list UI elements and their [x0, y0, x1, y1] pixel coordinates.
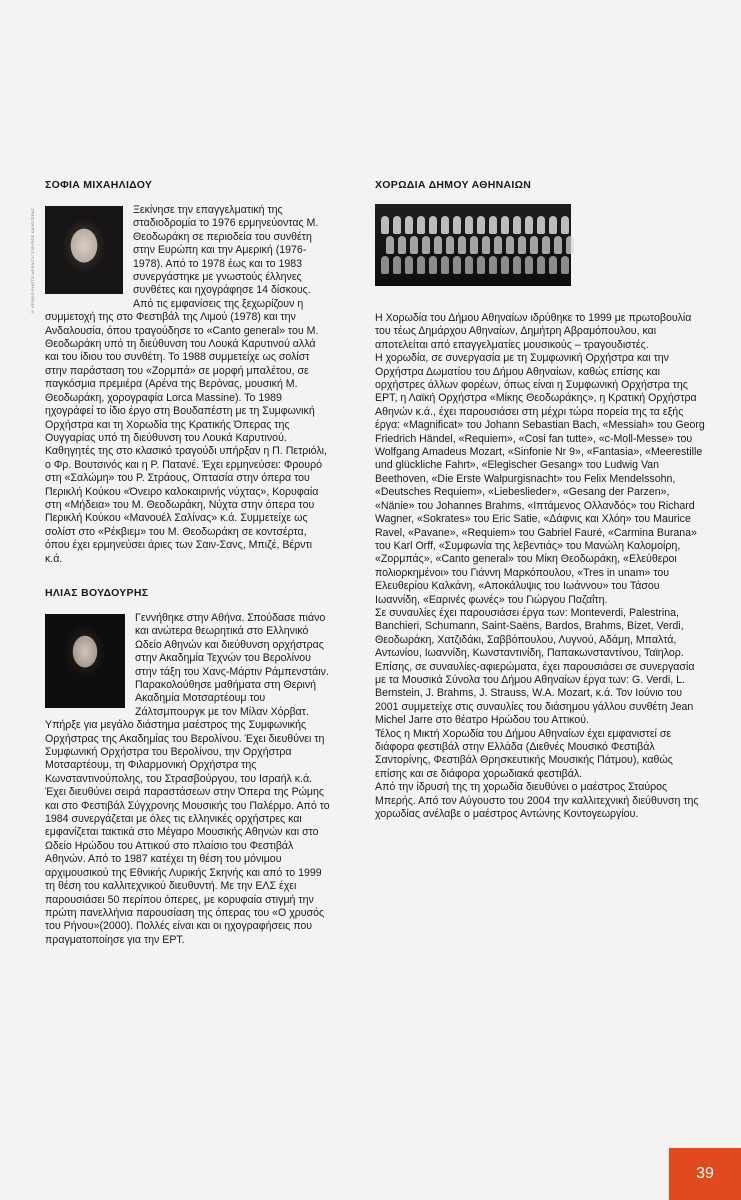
- choir-singer-figure: [434, 236, 442, 254]
- choir-singer-figure: [542, 236, 550, 254]
- choir-paragraph: Η Χορωδία του Δήμου Αθηναίων ιδρύθηκε το 1999 με πρωτοβουλία του τέως Δημάρχου Αθηναίων, Δημήτρη Αβραμόπουλου, και αποτελείται από επαγγελματίες μουσικούς – τραγουδιστές.: [375, 312, 692, 351]
- left-column: [45, 178, 330, 947]
- choir-singer-figure: [549, 256, 557, 274]
- choir-singer-figure: [525, 216, 533, 234]
- ilias-bio: Γεννήθηκε στην Αθήνα. Σπούδασε πιάνο και ανώτερα θεωρητικά στο Ελληνικό Ωδείο Αθηνών και διεύθυνση ορχήστρας στην Ακαδημία Τεχνών του Βερολίνου στην τάξη του Χανς-Μάρτιν Ράμπενστάιν. Παρακολούθησε μαθήματα στη Θερινή Ακαδημία Μοτσαρτέουμ του Ζάλτσμπουργκ με τον Μίλαν Χόρβατ. Υπήρξε για μεγάλο διάστημα μαέστρος της Συμφωνικής Ορχήστρας της Ακαδημίας του Βερολίνου. Έχει διευθύνει τη Συμφωνική Ορχήστρα του Βερολίνου, την Ορχήστρα Μοτσαρτέουμ, τη Φιλαρμονική Ορχήστρα της Κωνσταντινούπολης, του Στρασβούργου, του Ισραήλ κ.ά. Έχει διευθύνει σειρά παραστάσεων στην Όπερα της Ρώμης και στο Φεστιβάλ Σύγχρονης Μουσικής του Παλέρμο. Από το 1984 συνεργάζεται με όλες τις ελληνικές ορχήστρες και εμφανίζεται τακτικά στο Μέγαρο Μουσικής Αθηνών και στο Ωδείο Ηρώδου του Αττικού στο πλαίσιο του Φεστιβάλ Αθηνών. Από το 1987 κατέχει τη θέση του μόνιμου αρχιμουσικού της Εθνικής Λυρικής Σκηνής και από το 1999 τη θέση του καλλιτεχνικού διευθυντή. Με την ΕΛΣ έχει παρουσιάσει 50 περίπου όπερες, με κορυφαία στιγμή την πρώτη πανελλήνια παρουσίαση της όπερας του «Ο χρυσός του Ρήνου»(2000). Πολλές είναι και οι ηχογραφήσεις που πραγματοποίησε για την ΕΡΤ.: [45, 611, 330, 946]
- choir-singer-figure: [501, 256, 509, 274]
- choir-text: [375, 312, 705, 821]
- choir-singer-figure: [477, 256, 485, 274]
- sofia-portrait-photo: [45, 206, 123, 294]
- choir-singer-figure: [429, 216, 437, 234]
- ilias-title: ΗΛΙΑΣ ΒΟΥΔΟΥΡΗΣ: [45, 586, 149, 599]
- choir-singer-figure: [494, 236, 502, 254]
- choir-singer-figure: [566, 236, 574, 254]
- choir-singer-figure: [441, 256, 449, 274]
- choir-singer-figure: [417, 256, 425, 274]
- choir-paragraph: Η χορωδία, σε συνεργασία με τη Συμφωνική Ορχήστρα και την Ορχήστρα Δωματίου του Δήμου Αθηναίων, καθώς επίσης και ορχήστρες άλλων φορέων, όπως είναι η Συμφωνική Ορχήστρα της ΕΡΤ, η Λαϊκή Ορχήστρα «Μίκης Θεοδωράκης», η Κρατική Ορχήστρα Αθηνών κ.ά., έχει παρουσιάσει στη μέχρι τώρα πορεία της τα εξής έργα: «Magnificat» του Johann Sebastian Bach, «Messiah» του Georg Friedrich Händel, «Requiem», «Cosi fan tutte», «c-Moll-Messe» του Wolfgang Amadeus Mozart, «Sinfonie Nr 9», «Fantasia», «Meerestille und glückliche Fahrt», «Elegischer Gesang» του Ludwig Van Beethoven, «Die Erste Walpurgisnacht» του Felix Mendelssohn, «Deutsches Requiem», «Liebeslieder», «Gesang der Parzen», «Nänie» του Johannes Brahms, «Ιπτάμενος Ολλανδός» του Richard Wagner, «Sokrates» του Eric Satie, «Δάφνις και Χλόη» του Maurice Ravel, «Pavane», «Requiem» του Gabriel Fauré, «Carmina Burana» του Karl Orff, «Συμφωνία της λεβεντιάς» του Μανώλη Καλομοίρη, «Ζορμπάς», «Canto general» του Μίκη Θεοδωράκη, «Ελεύθεροι πολιορκημένοι» του Γιάννη Μαρκόπουλου, «Tres in unam» του Ελευθερίου Καλκάνη, «Αποκάλυψις του Ιωάννου» του Τάσου Ιωαννίδη, «Εαρινές φωνές» του Γιώργου Παζαΐτη.: [375, 352, 705, 606]
- choir-singer-figure: [470, 236, 478, 254]
- choir-singer-figure: [393, 216, 401, 234]
- right-column: [375, 178, 705, 821]
- choir-singer-figure: [393, 256, 401, 274]
- choir-singer-figure: [422, 236, 430, 254]
- choir-paragraph: Σε συναυλίες έχει παρουσιάσει έργα των: Monteverdi, Palestrina, Banchieri, Schumann, Saint-Saëns, Bardos, Brahms, Bizet, Verdi, Θεοδωράκη, Χατζιδάκι, Σαββόπουλου, Λυγνού, Αδάμη, Μπαλτά, Αντωνίου, Ιωαννίδη, Κωνσταντινίδη, Παπακωνσταντίνου, Ταϊηλορ. Επίσης, σε συναυλίες-αφιερώματα, έχει παρουσιάσει σε συνεργασία με τα Μουσικά Σύνολα του Δήμου Αθηναίων έργα των: G. Verdi, L. Bernstein, J. Brahms, J. Strauss, W.A. Mozart, κ.ά. Τον Ιούνιο του 2001 συμμετείχε στις συναυλίες του διάσημου γάλλου συνθέτη Jean Michel Jarre στο θέατρο Ηρώδου του Αττικού.: [375, 606, 695, 727]
- choir-singer-figure: [513, 216, 521, 234]
- choir-singer-figure: [398, 236, 406, 254]
- choir-singer-figure: [482, 236, 490, 254]
- choir-singer-figure: [417, 216, 425, 234]
- choir-singer-figure: [477, 216, 485, 234]
- choir-singer-figure: [501, 216, 509, 234]
- sofia-section: [45, 178, 330, 566]
- sofia-bio: Ξεκίνησε την επαγγελματική της σταδιοδρομία το 1976 ερμηνεύοντας Μ. Θεοδωράκη σε περιοδεία του συνθέτη στην Ευρώπη και την Αμερική (1976-1978). Από το 1978 έως και το 1983 συνεργάστηκε με γνωστούς έλληνες συνθέτες και ηχογράφησε 14 δίσκους. Από τις εμφανίσεις της ξεχωρίζουν η συμμετοχή της στο Φεστιβάλ της Λιμού (1978) και την Ανδαλουσία, όπου τραγούδησε το «Canto general» του Μ. Θεοδωράκη υπό τη διεύθυνση του Λουκά Καρυτινού αλλά και του ίδιου του συνθέτη. Το 1988 συμμετείχε ως σολίστ στην παράσταση του «Ζορμπά» σε μορφή μπαλέτου, σε παγκόσμια πρεμιέρα (Αρένα της Βερόνας, μουσική Μ. Θεοδωράκη, χορογραφία Lorca Massine). Το 1989 ηχογράφεί το ίδιο έργο στη Βουδαπέστη με τη Συμφωνική Ορχήστρα και τη Χορωδία της Κρατικής Όπερας της Ουγγαρίας υπό τη διεύθυνση του Λουκά Καρυτινού. Καθηγητές της στο κλασικό τραγούδι υπήρξαν η Π. Πετριόλι, ο Φρ. Βουτσινός και η Ρ. Πατανέ. Έχει ερμηνεύσει: Φρουρό στη «Σαλώμη» του Ρ. Στράους, Οπτασία στην όπερα του Περικλή Κούκου «Όνειρο καλοκαιρινής νύχτας», Κορυφαία στη «Μήδεια» του Μ. Θεοδωράκη, Νύχτα στην όπερα του Περικλή Κούκου «Μανουέλ Σαλίνας» κ.ά. Συμμετείχε ως σολίστ στο «Ρέκβιεμ» του Μ. Θεοδωράκη σε κοντσέρτα, όπου έχει ερμηνεύσει άριες των Σαιν-Σανς, Μπιζέ, Βέρντι κ.ά.: [45, 204, 327, 565]
- choir-singer-figure: [549, 216, 557, 234]
- sofia-title: ΣΟΦΙΑ ΜΙΧΑΗΛΙΔΟΥ: [45, 179, 153, 191]
- choir-singer-figure: [561, 216, 569, 234]
- ilias-section: [45, 586, 330, 947]
- choir-singer-figure: [381, 216, 389, 234]
- choir-singer-figure: [561, 256, 569, 274]
- choir-title: ΧΟΡΩΔΙΑ ΔΗΜΟΥ ΑΘΗΝΑΙΩΝ: [375, 179, 532, 191]
- choir-singer-figure: [489, 216, 497, 234]
- choir-paragraph: Τέλος η Μικτή Χορωδία του Δήμου Αθηναίων έχει εμφανιστεί σε διάφορα φεστιβάλ στην Ελλάδα (Διεθνές Μουσικό Φεστιβάλ Σαντορίνης, Φεστιβάλ Θρησκευτικής Μουσικής Πάτμου), καθώς επίσης και σε διάφορα χορωδιακά φεστιβάλ.: [375, 727, 673, 780]
- sofia-bio-block: [45, 204, 330, 566]
- photo-credit: © ΑΡΧΕΙΟ PHOTO AGENCY/ ΣΤΑΥΡΟΣ ΚΑΛΟΓΕΡΑΣ: [30, 208, 35, 315]
- choir-singer-figure: [530, 236, 538, 254]
- ilias-bio-block: [45, 612, 330, 947]
- choir-singer-figure: [453, 216, 461, 234]
- choir-singer-figure: [489, 256, 497, 274]
- choir-singer-figure: [410, 236, 418, 254]
- choir-singer-figure: [429, 256, 437, 274]
- choir-paragraph: Από την ίδρυσή της τη χορωδία διευθύνει ο μαέστρος Σταύρος Μπερής. Από τον Αύγουστο του 2004 την καλλιτεχνική διεύθυνση της χορωδίας ανέλαβε ο μαέστρος Αντώνης Κοντογεωργίου.: [375, 781, 699, 821]
- choir-singer-figure: [525, 256, 533, 274]
- choir-singer-figure: [405, 256, 413, 274]
- choir-singer-figure: [513, 256, 521, 274]
- ilias-portrait-photo: [45, 614, 125, 708]
- choir-singer-figure: [441, 216, 449, 234]
- choir-singer-figure: [381, 256, 389, 274]
- choir-singer-figure: [465, 256, 473, 274]
- choir-singer-figure: [405, 216, 413, 234]
- choir-singer-figure: [453, 256, 461, 274]
- choir-singer-figure: [465, 216, 473, 234]
- choir-singer-figure: [537, 216, 545, 234]
- choir-singer-figure: [518, 236, 526, 254]
- choir-singer-figure: [386, 236, 394, 254]
- choir-singer-figure: [458, 236, 466, 254]
- choir-singer-figure: [506, 236, 514, 254]
- choir-singer-figure: [537, 256, 545, 274]
- choir-singer-figure: [446, 236, 454, 254]
- choir-singer-figure: [554, 236, 562, 254]
- page-number: 39: [669, 1148, 741, 1200]
- choir-photo: [375, 204, 571, 286]
